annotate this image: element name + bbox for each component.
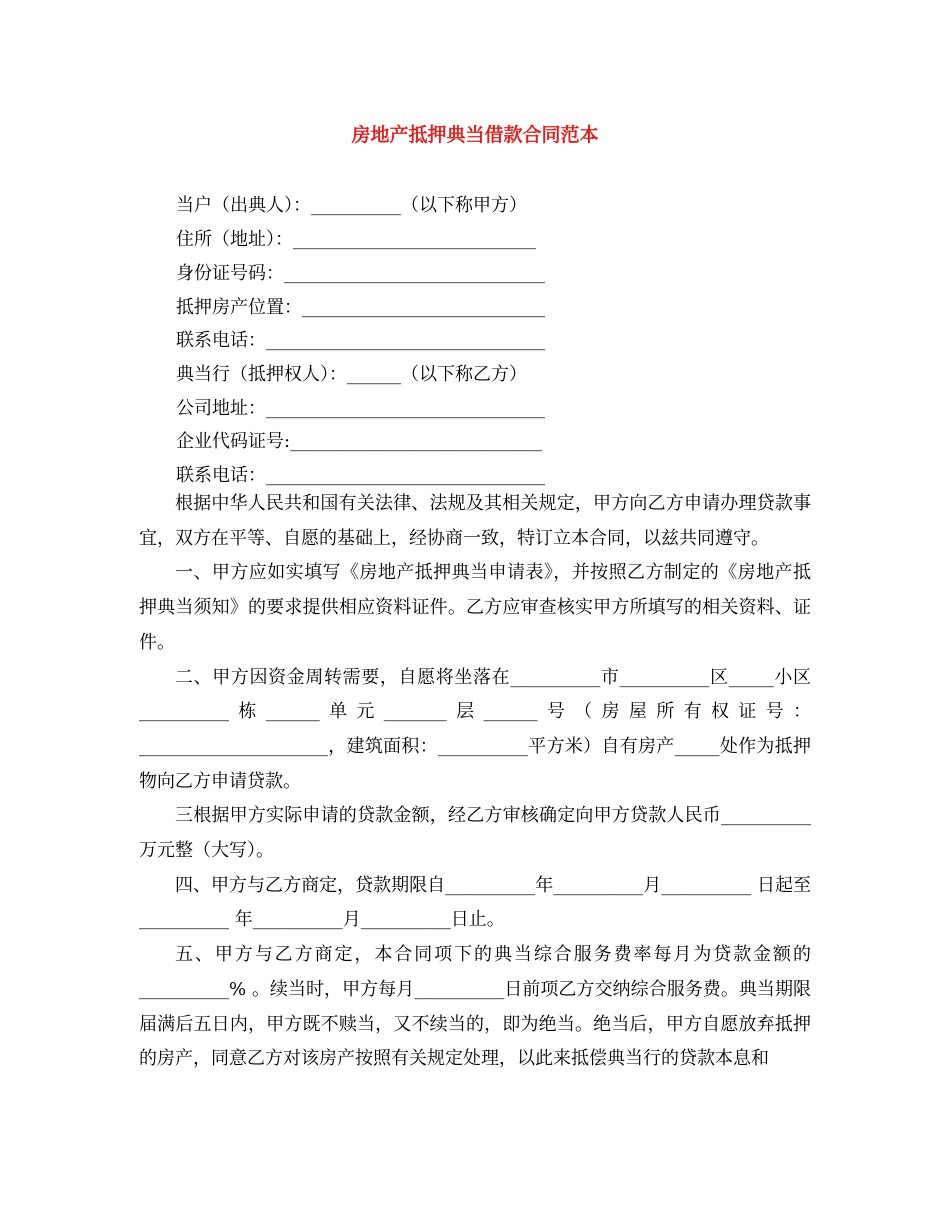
paragraph-clause-2: 二、甲方因资金周转需要，自愿将坐落在__________市__________区_____小区__________栋______单元_______层______号（房屋所有权证号：_____________________，建筑面积：__________平方米）自有房产_____处作为抵押物向乙方申请贷款。 bbox=[139, 666, 811, 792]
paragraph-clause-1: 一、甲方应如实填写《房地产抵押典当申请表》，并按照乙方制定的《房地产抵押典当须知》的要求提供相应资料证件。乙方应审查核实甲方所填写的相关资料、证件。 bbox=[139, 562, 811, 653]
paragraph-preamble: 根据中华人民共和国有关法律、法规及其相关规定，甲方向乙方申请办理贷款事宜，双方在平等、自愿的基础上，经协商一致，特订立本合同，以兹共同遵守。 bbox=[139, 493, 811, 549]
contract-body bbox=[139, 487, 811, 1077]
document-title: 房地产抵押典当借款合同范本 bbox=[351, 124, 599, 146]
field-pawner: 当户（出典人）：__________（以下称甲方） bbox=[176, 195, 527, 216]
field-id-number: 身份证号码：_____________________________ bbox=[176, 263, 545, 284]
paragraph-clause-4: 四、甲方与乙方商定，贷款期限自__________年__________月__________ 日起至__________ 年__________月__________日止。 bbox=[139, 874, 811, 931]
field-phone-party-a: 联系电话：_______________________________ bbox=[176, 330, 545, 351]
field-enterprise-code: 企业代码证号:____________________________ bbox=[176, 431, 543, 452]
paragraph-clause-5: 五、甲方与乙方商定，本合同项下的典当综合服务费率每月为贷款金额的__________% 。续当时，甲方每月__________日前项乙方交纳综合服务费。典当期限届满后五日内，甲方既不赎当，又不续当的，即为绝当。绝当后，甲方自愿放弃抵押的房产，同意乙方对该房产按照有关规定处理，以此来抵偿典当行的贷款本息和 bbox=[139, 944, 811, 1070]
paragraph-clause-3: 三根据甲方实际申请的贷款金额，经乙方审核确定向甲方贷款人民币__________万元整（大写）。 bbox=[139, 805, 811, 862]
field-property-location: 抵押房产位置：___________________________ bbox=[176, 297, 545, 318]
field-address: 住所（地址）：___________________________ bbox=[176, 229, 536, 250]
field-pawnshop: 典当行（抵押权人）：______（以下称乙方） bbox=[176, 364, 527, 385]
field-phone-party-b: 联系电话：_______________________________ bbox=[176, 465, 545, 486]
field-company-address: 公司地址：_______________________________ bbox=[176, 398, 545, 419]
